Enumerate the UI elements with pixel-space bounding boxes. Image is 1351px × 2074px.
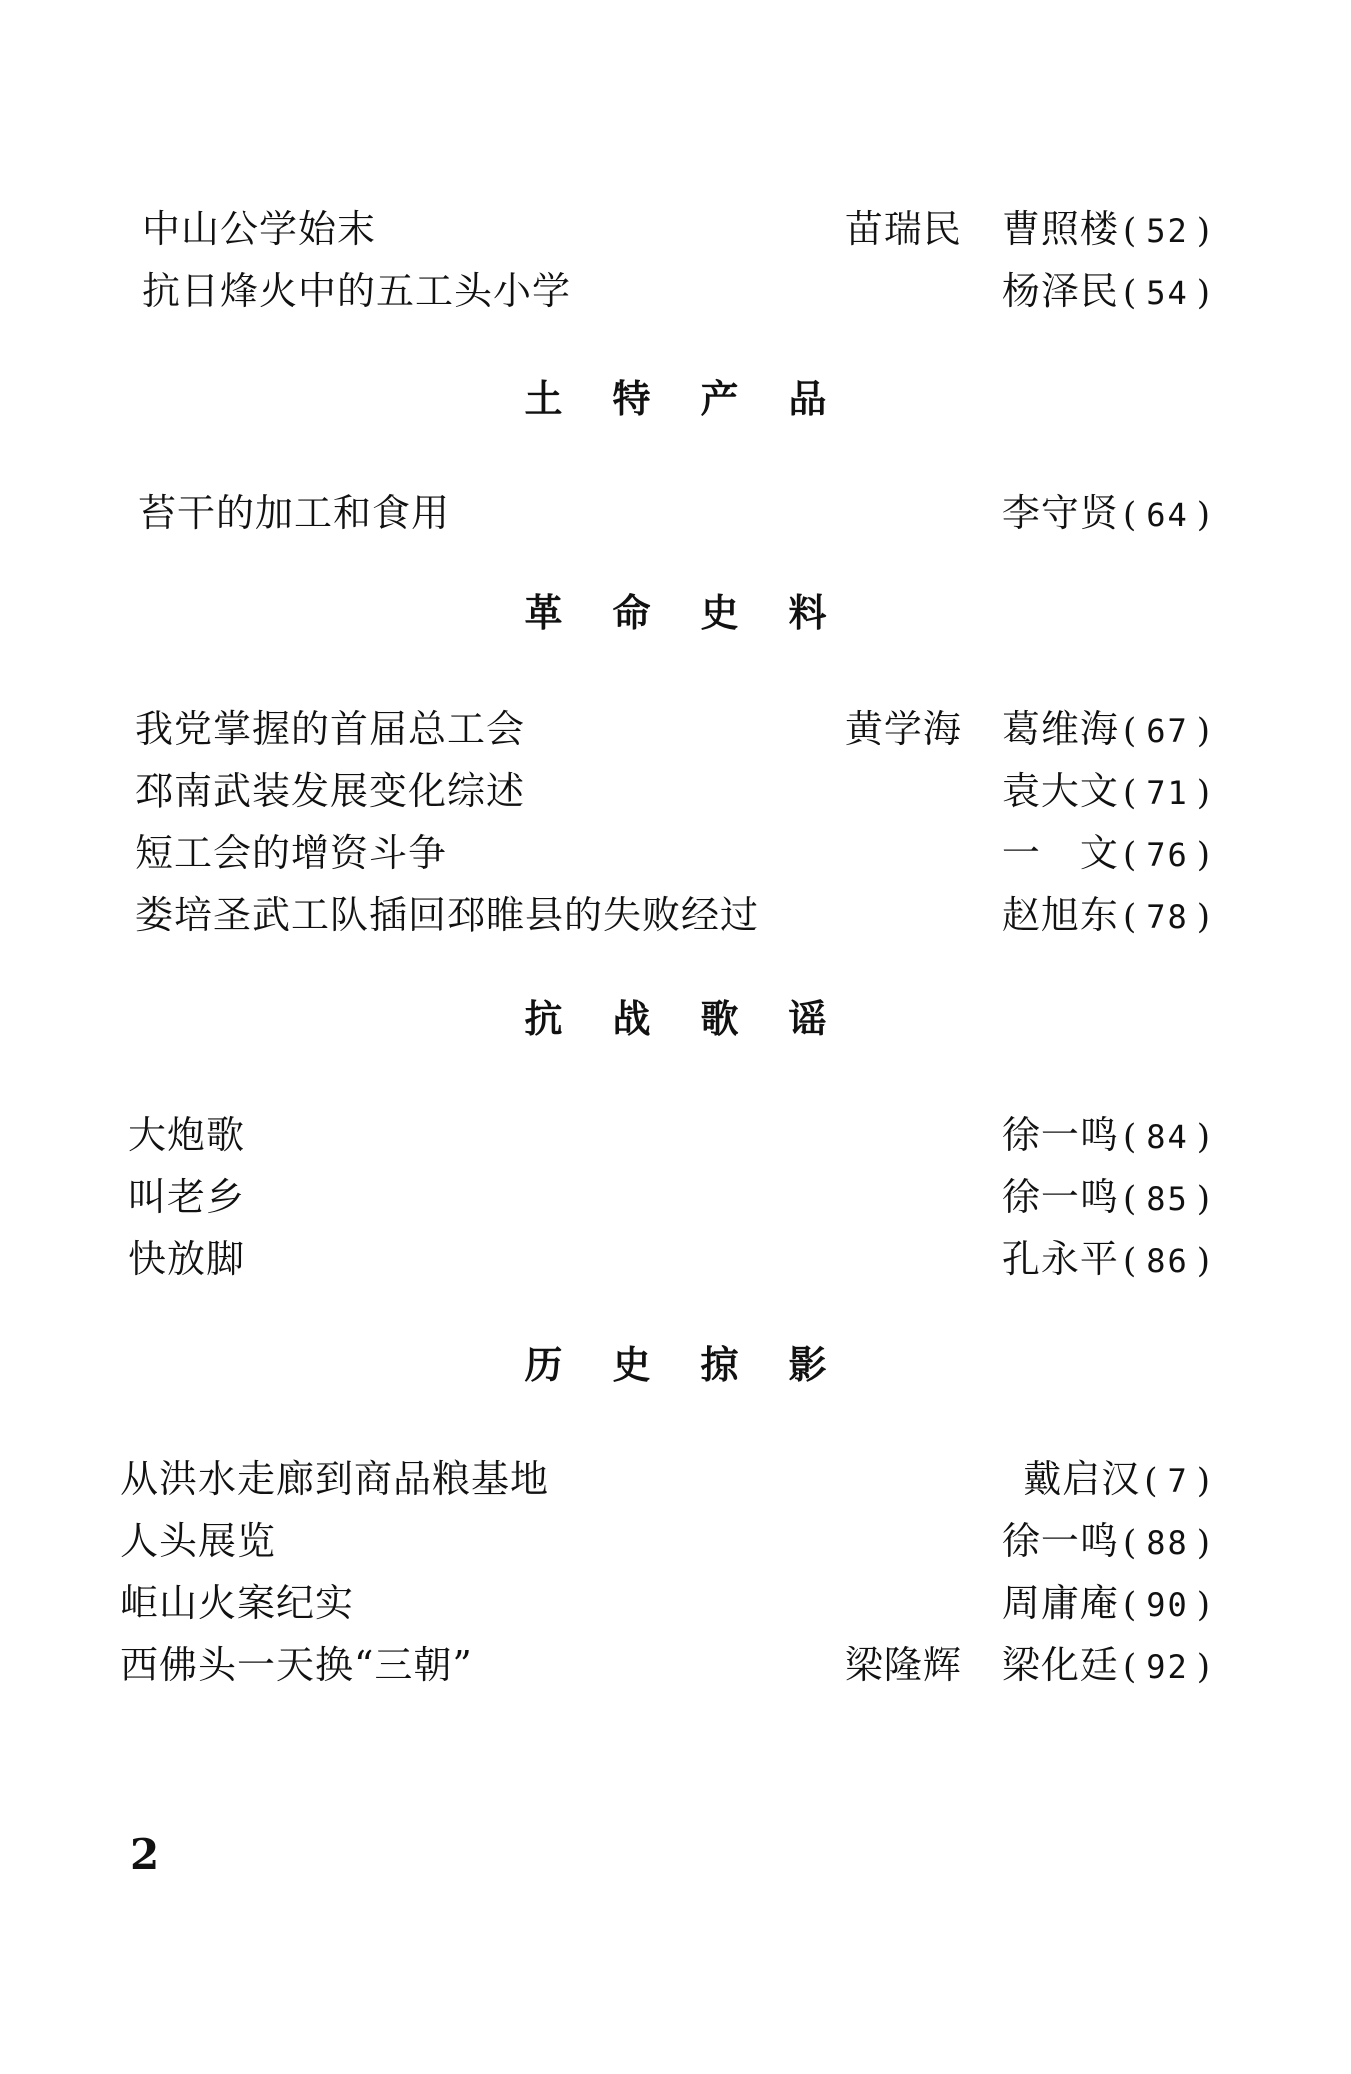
leader-dots — [475, 1628, 843, 1678]
entry-author: 孔永平 — [1001, 1237, 1119, 1281]
leader-dots — [278, 1504, 1000, 1554]
entry-page: ( 78 ) — [1122, 897, 1212, 937]
toc-entry — [120, 1504, 1212, 1568]
entry-author: 黄学海 — [844, 707, 962, 751]
entry-author: 赵旭东 — [1001, 893, 1119, 937]
toc-entry — [135, 878, 1212, 942]
entry-page: ( 67 ) — [1122, 711, 1212, 751]
entry-author: 袁大文 — [1001, 769, 1119, 813]
section-heading: 革命史料 — [524, 591, 877, 635]
toc-entry — [135, 754, 1212, 818]
toc-entry — [135, 816, 1212, 880]
leader-dots — [378, 192, 843, 242]
entry-author: 杨泽民 — [1001, 269, 1119, 313]
leader-dots — [356, 1566, 1000, 1616]
entry-page: ( 54 ) — [1122, 273, 1212, 313]
entry-title: 短工会的增资斗争 — [135, 831, 448, 875]
entry-author: 葛维海 — [1001, 707, 1119, 751]
entry-title: 岠山火案纪实 — [120, 1581, 355, 1625]
entry-author: 徐一鸣 — [1001, 1113, 1119, 1157]
entry-title: 苔干的加工和食用 — [138, 491, 451, 535]
entry-title: 叫老乡 — [128, 1175, 246, 1219]
entry-author: 一 文 — [1001, 831, 1119, 875]
entry-page: ( 84 ) — [1122, 1117, 1212, 1157]
toc-entry — [120, 1442, 1212, 1506]
entry-page: ( 71 ) — [1122, 773, 1212, 813]
entry-page: ( 92 ) — [1122, 1647, 1212, 1687]
entry-author: 周庸庵 — [1001, 1581, 1119, 1625]
entry-author: 梁化廷 — [1001, 1643, 1119, 1687]
entry-title: 大炮歌 — [128, 1113, 246, 1157]
leader-dots — [449, 816, 1000, 866]
leader-dots — [247, 1160, 1000, 1210]
toc-entry — [120, 1628, 1212, 1692]
entry-title: 娄培圣武工队插回邳睢县的失败经过 — [135, 893, 760, 937]
section-heading: 历史掠影 — [524, 1343, 877, 1387]
section-heading: 土特产品 — [524, 377, 877, 421]
leader-dots — [761, 878, 1000, 928]
entry-author: 曹照楼 — [1001, 207, 1119, 251]
entry-page: ( 86 ) — [1122, 1241, 1212, 1281]
leader-dots — [452, 476, 1000, 526]
entry-author: 徐一鸣 — [1001, 1519, 1119, 1563]
toc-entry — [138, 476, 1212, 540]
entry-author: 梁隆辉 — [844, 1643, 962, 1687]
leader-dots — [247, 1222, 1000, 1272]
entry-page: ( 88 ) — [1122, 1523, 1212, 1563]
entry-page: ( 76 ) — [1122, 835, 1212, 875]
toc-entry — [135, 692, 1212, 756]
leader-dots — [551, 1442, 1021, 1492]
entry-page: ( 52 ) — [1122, 211, 1212, 251]
entry-title: 人头展览 — [120, 1519, 277, 1563]
toc-entry — [128, 1222, 1212, 1286]
entry-title: 中山公学始末 — [142, 207, 377, 251]
entry-title: 快放脚 — [128, 1237, 246, 1281]
entry-author: 李守贤 — [1001, 491, 1119, 535]
entry-title: 从洪水走廊到商品粮基地 — [120, 1457, 550, 1501]
entry-author: 戴启汉 — [1023, 1457, 1141, 1501]
entry-author: 徐一鸣 — [1001, 1175, 1119, 1219]
entry-title: 抗日烽火中的五工头小学 — [142, 269, 572, 313]
page-number: 2 — [130, 1830, 160, 1879]
entry-title: 我党掌握的首届总工会 — [135, 707, 526, 751]
toc-entry — [142, 192, 1212, 256]
entry-author: 苗瑞民 — [844, 207, 962, 251]
leader-dots — [527, 692, 843, 742]
entry-page: ( 7 ) — [1144, 1461, 1212, 1501]
leader-dots — [527, 754, 1000, 804]
toc-entry — [142, 254, 1212, 318]
toc-entry — [128, 1098, 1212, 1162]
entry-title: 西佛头一天换“三朝” — [120, 1643, 473, 1687]
leader-dots — [247, 1098, 1000, 1148]
section-heading: 抗战歌谣 — [524, 997, 877, 1041]
leader-dots — [573, 254, 1000, 304]
entry-title: 邳南武装发展变化综述 — [135, 769, 526, 813]
entry-page: ( 64 ) — [1122, 495, 1212, 535]
toc-entry — [120, 1566, 1212, 1630]
toc-entry — [128, 1160, 1212, 1224]
entry-page: ( 85 ) — [1122, 1179, 1212, 1219]
entry-page: ( 90 ) — [1122, 1585, 1212, 1625]
